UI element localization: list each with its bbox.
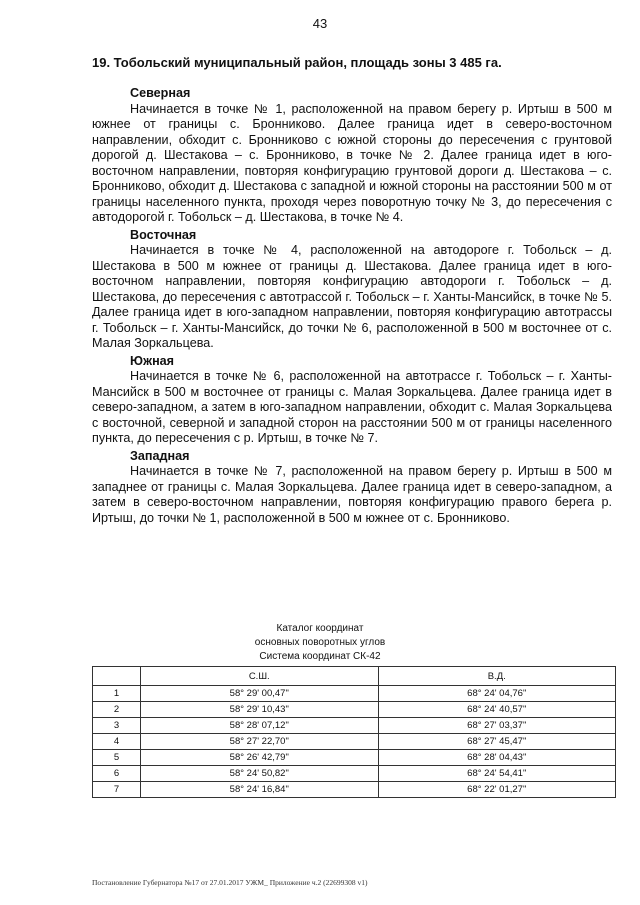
header-latitude: С.Ш. bbox=[141, 667, 379, 686]
table-row bbox=[93, 734, 616, 750]
table-row bbox=[93, 766, 616, 782]
longitude-cell: 68° 27' 45,47" bbox=[378, 734, 616, 750]
caption-line-2: основных поворотных углов bbox=[254, 637, 386, 648]
longitude-cell: 68° 24' 40,57" bbox=[378, 702, 616, 718]
point-number: 4 bbox=[93, 734, 141, 750]
document-footer: Постановление Губернатора №17 от 27.01.2017 УЖМ_ Приложение ч.2 (22699308 v1) bbox=[92, 878, 368, 887]
latitude-cell: 58° 24' 16,84" bbox=[141, 782, 379, 798]
section-title: 19. Тобольский муниципальный район, площадь зоны 3 485 га. bbox=[92, 55, 502, 70]
point-number: 5 bbox=[93, 750, 141, 766]
latitude-cell: 58° 27' 22,70" bbox=[141, 734, 379, 750]
table-row bbox=[93, 782, 616, 798]
longitude-cell: 68° 22' 01,27" bbox=[378, 782, 616, 798]
section-text-west: Начинается в точке № 7, расположенной на правом берегу р. Иртыш в 500 м западнее от границы с. Малая Зоркальцева. Далее граница идет в северо-западном, а затем в северо-восточном направлении, повторяя конфигурацию правого берега р. Иртыш, до точки № 1, расположенной в 500 м южнее от с. Бронниково. bbox=[92, 464, 612, 525]
point-number: 7 bbox=[93, 782, 141, 798]
section-text-east: Начинается в точке № 4, расположенной на автодороге г. Тобольск – д. Шестакова в 500 м южнее от границы д. Шестакова. Далее граница идет в юго-восточном направлении, повторяя конфигурацию автодороги г. Тобольск – д. Шестакова, до пересечения с автотрассой г. Тобольск – г. Ханты-Мансийск, в точке № 5. Далее граница идет в юго-западном направлении, повторяя конфигурацию автотрассы г. Тобольск – г. Ханты-Мансийск, до точки № 6, расположенной в 500 м восточнее от с. Малая Зоркальцева. bbox=[92, 243, 612, 350]
section-text-north: Начинается в точке № 1, расположенной на правом берегу р. Иртыш в 500 м южнее от границы с. Бронниково. Далее граница идет в северо-восточном направлении, обходит с. Бронниково с южной стороны до пересечения с грунтовой дорогой д. Шестакова – с. Бронниково, в точке № 2. Далее граница идет в юго-восточном направлении, повторяя конфигурацию грунтовой дороги д. Шестакова – с. Бронниково, обходит д. Шестакова с западной и южной стороны на расстоянии 500 м от границы населенного пункта, проходя через поворотную точку № 3, до пересечения с автодорогой г. Тобольск – д. Шестакова, в точке № 4. bbox=[92, 101, 612, 224]
longitude-cell: 68° 24' 04,76" bbox=[378, 686, 616, 702]
table-row bbox=[93, 750, 616, 766]
caption-line-1: Каталог координат bbox=[276, 623, 364, 634]
latitude-cell: 58° 29' 10,43" bbox=[141, 702, 379, 718]
table-caption bbox=[0, 622, 640, 664]
point-number: 2 bbox=[93, 702, 141, 718]
longitude-cell: 68° 24' 54,41" bbox=[378, 766, 616, 782]
page-number: 43 bbox=[312, 16, 328, 31]
section-heading-west: Западная bbox=[130, 448, 190, 463]
boundary-description bbox=[92, 86, 612, 528]
caption-line-3: Система координат СК-42 bbox=[259, 651, 381, 662]
table-row bbox=[93, 686, 616, 702]
section-heading-north: Северная bbox=[130, 86, 191, 100]
latitude-cell: 58° 24' 50,82" bbox=[141, 766, 379, 782]
latitude-cell: 58° 26' 42,79" bbox=[141, 750, 379, 766]
point-number: 6 bbox=[93, 766, 141, 782]
section-text-south: Начинается в точке № 6, расположенной на автотрассе г. Тобольск – г. Ханты-Мансийск в 500 м восточнее от границы с. Малая Зоркальцева. Далее граница идет в северо-западном, а затем в юго-западном направлении, обходит с. Малая Зоркальцева с восточной, северной и западной сторон на расстоянии 500 м от границы населенного пункта, до пересечения с р. Иртыш, в точке № 7. bbox=[92, 369, 612, 445]
table-row bbox=[93, 718, 616, 734]
longitude-cell: 68° 28' 04,43" bbox=[378, 750, 616, 766]
latitude-cell: 58° 28' 07,12" bbox=[141, 718, 379, 734]
header-number bbox=[93, 667, 141, 686]
table-header-row bbox=[93, 667, 616, 686]
header-longitude: В.Д. bbox=[378, 667, 616, 686]
point-number: 3 bbox=[93, 718, 141, 734]
section-heading-east: Восточная bbox=[130, 227, 197, 242]
point-number: 1 bbox=[93, 686, 141, 702]
longitude-cell: 68° 27' 03,37" bbox=[378, 718, 616, 734]
section-heading-south: Южная bbox=[130, 353, 175, 368]
table-row bbox=[93, 702, 616, 718]
coordinates-table bbox=[92, 666, 616, 798]
latitude-cell: 58° 29' 00,47" bbox=[141, 686, 379, 702]
